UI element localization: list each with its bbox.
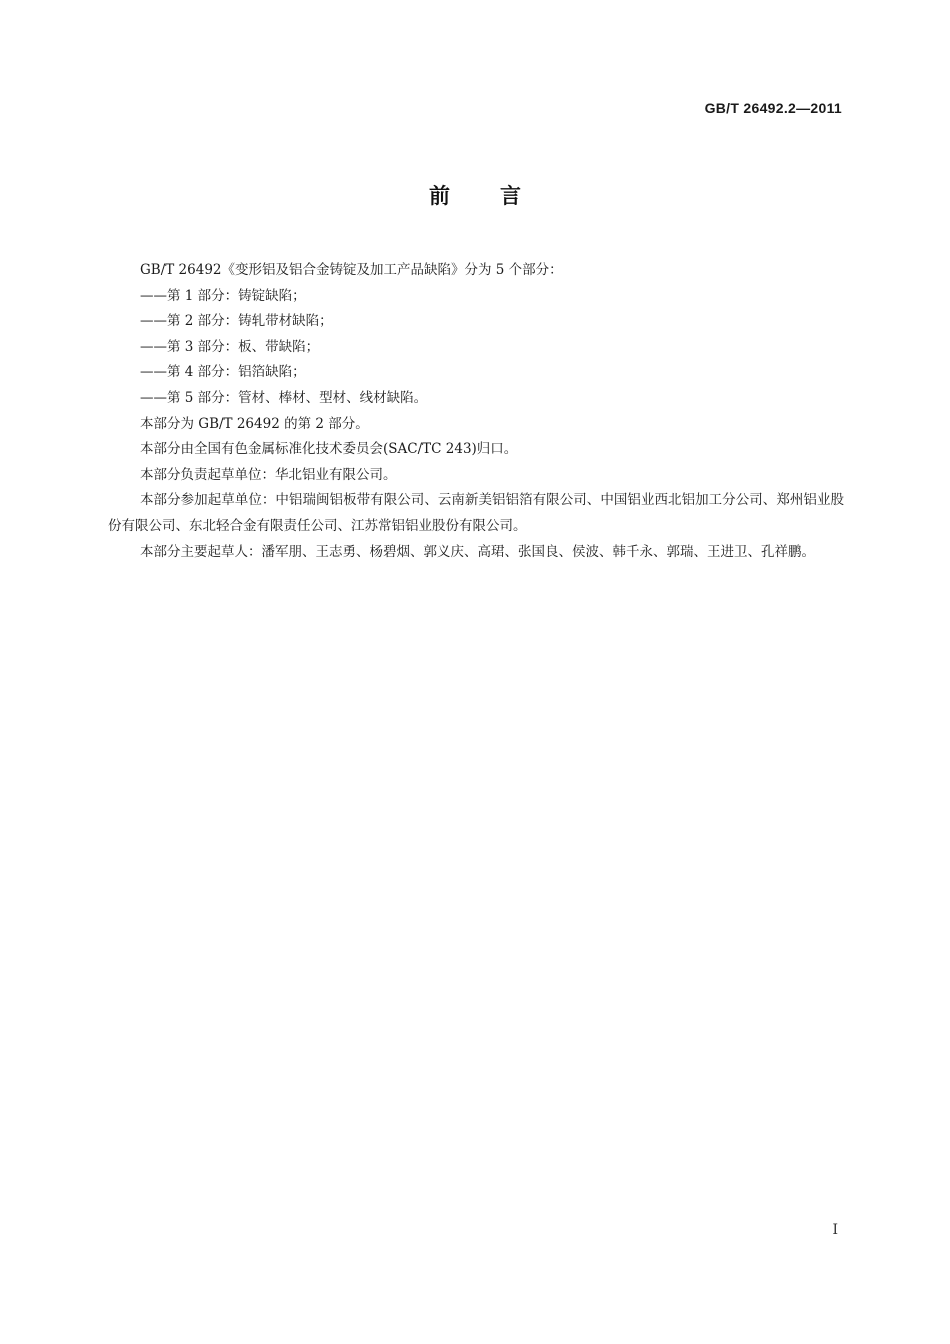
paragraph-part-statement: 本部分为 GB/T 26492 的第 2 部分。 xyxy=(140,415,369,432)
paragraph-main-drafters: 本部分主要起草人：潘军朋、王志勇、杨碧烟、郭义庆、高珺、张国良、侯波、韩千永、郭瑞、王进卫、孔祥鹏。 xyxy=(140,543,815,560)
list-item-part-4: ——第 4 部分：铝箔缺陷； xyxy=(140,364,306,381)
title-char-2: 言 xyxy=(500,184,521,208)
page-title xyxy=(0,180,950,210)
standard-code: GB/T 26492.2—2011 xyxy=(704,100,842,116)
title-char-1: 前 xyxy=(429,184,450,208)
paragraph-responsible-unit: 本部分负责起草单位：华北铝业有限公司。 xyxy=(140,466,397,483)
list-item-part-3: ——第 3 部分：板、带缺陷； xyxy=(140,338,320,355)
list-item-part-5: ——第 5 部分：管材、棒材、型材、线材缺陷。 xyxy=(140,389,428,406)
paragraph-intro: GB/T 26492《变形铝及铝合金铸锭及加工产品缺陷》分为 5 个部分： xyxy=(140,262,563,278)
list-item-part-2: ——第 2 部分：铸轧带材缺陷； xyxy=(140,313,333,330)
foreword-body xyxy=(108,258,844,565)
paragraph-committee: 本部分由全国有色金属标准化技术委员会(SAC/TC 243)归口。 xyxy=(140,441,518,458)
list-item-part-1: ——第 1 部分：铸锭缺陷； xyxy=(140,287,306,304)
paragraph-participating-units: 本部分参加起草单位：中铝瑞闽铝板带有限公司、云南新美铝铝箔有限公司、中国铝业西北铝加工分公司、郑州铝业股份有限公司、东北轻合金有限责任公司、江苏常铝铝业股份有限公司。 xyxy=(108,492,844,534)
page-number: I xyxy=(832,1222,838,1238)
